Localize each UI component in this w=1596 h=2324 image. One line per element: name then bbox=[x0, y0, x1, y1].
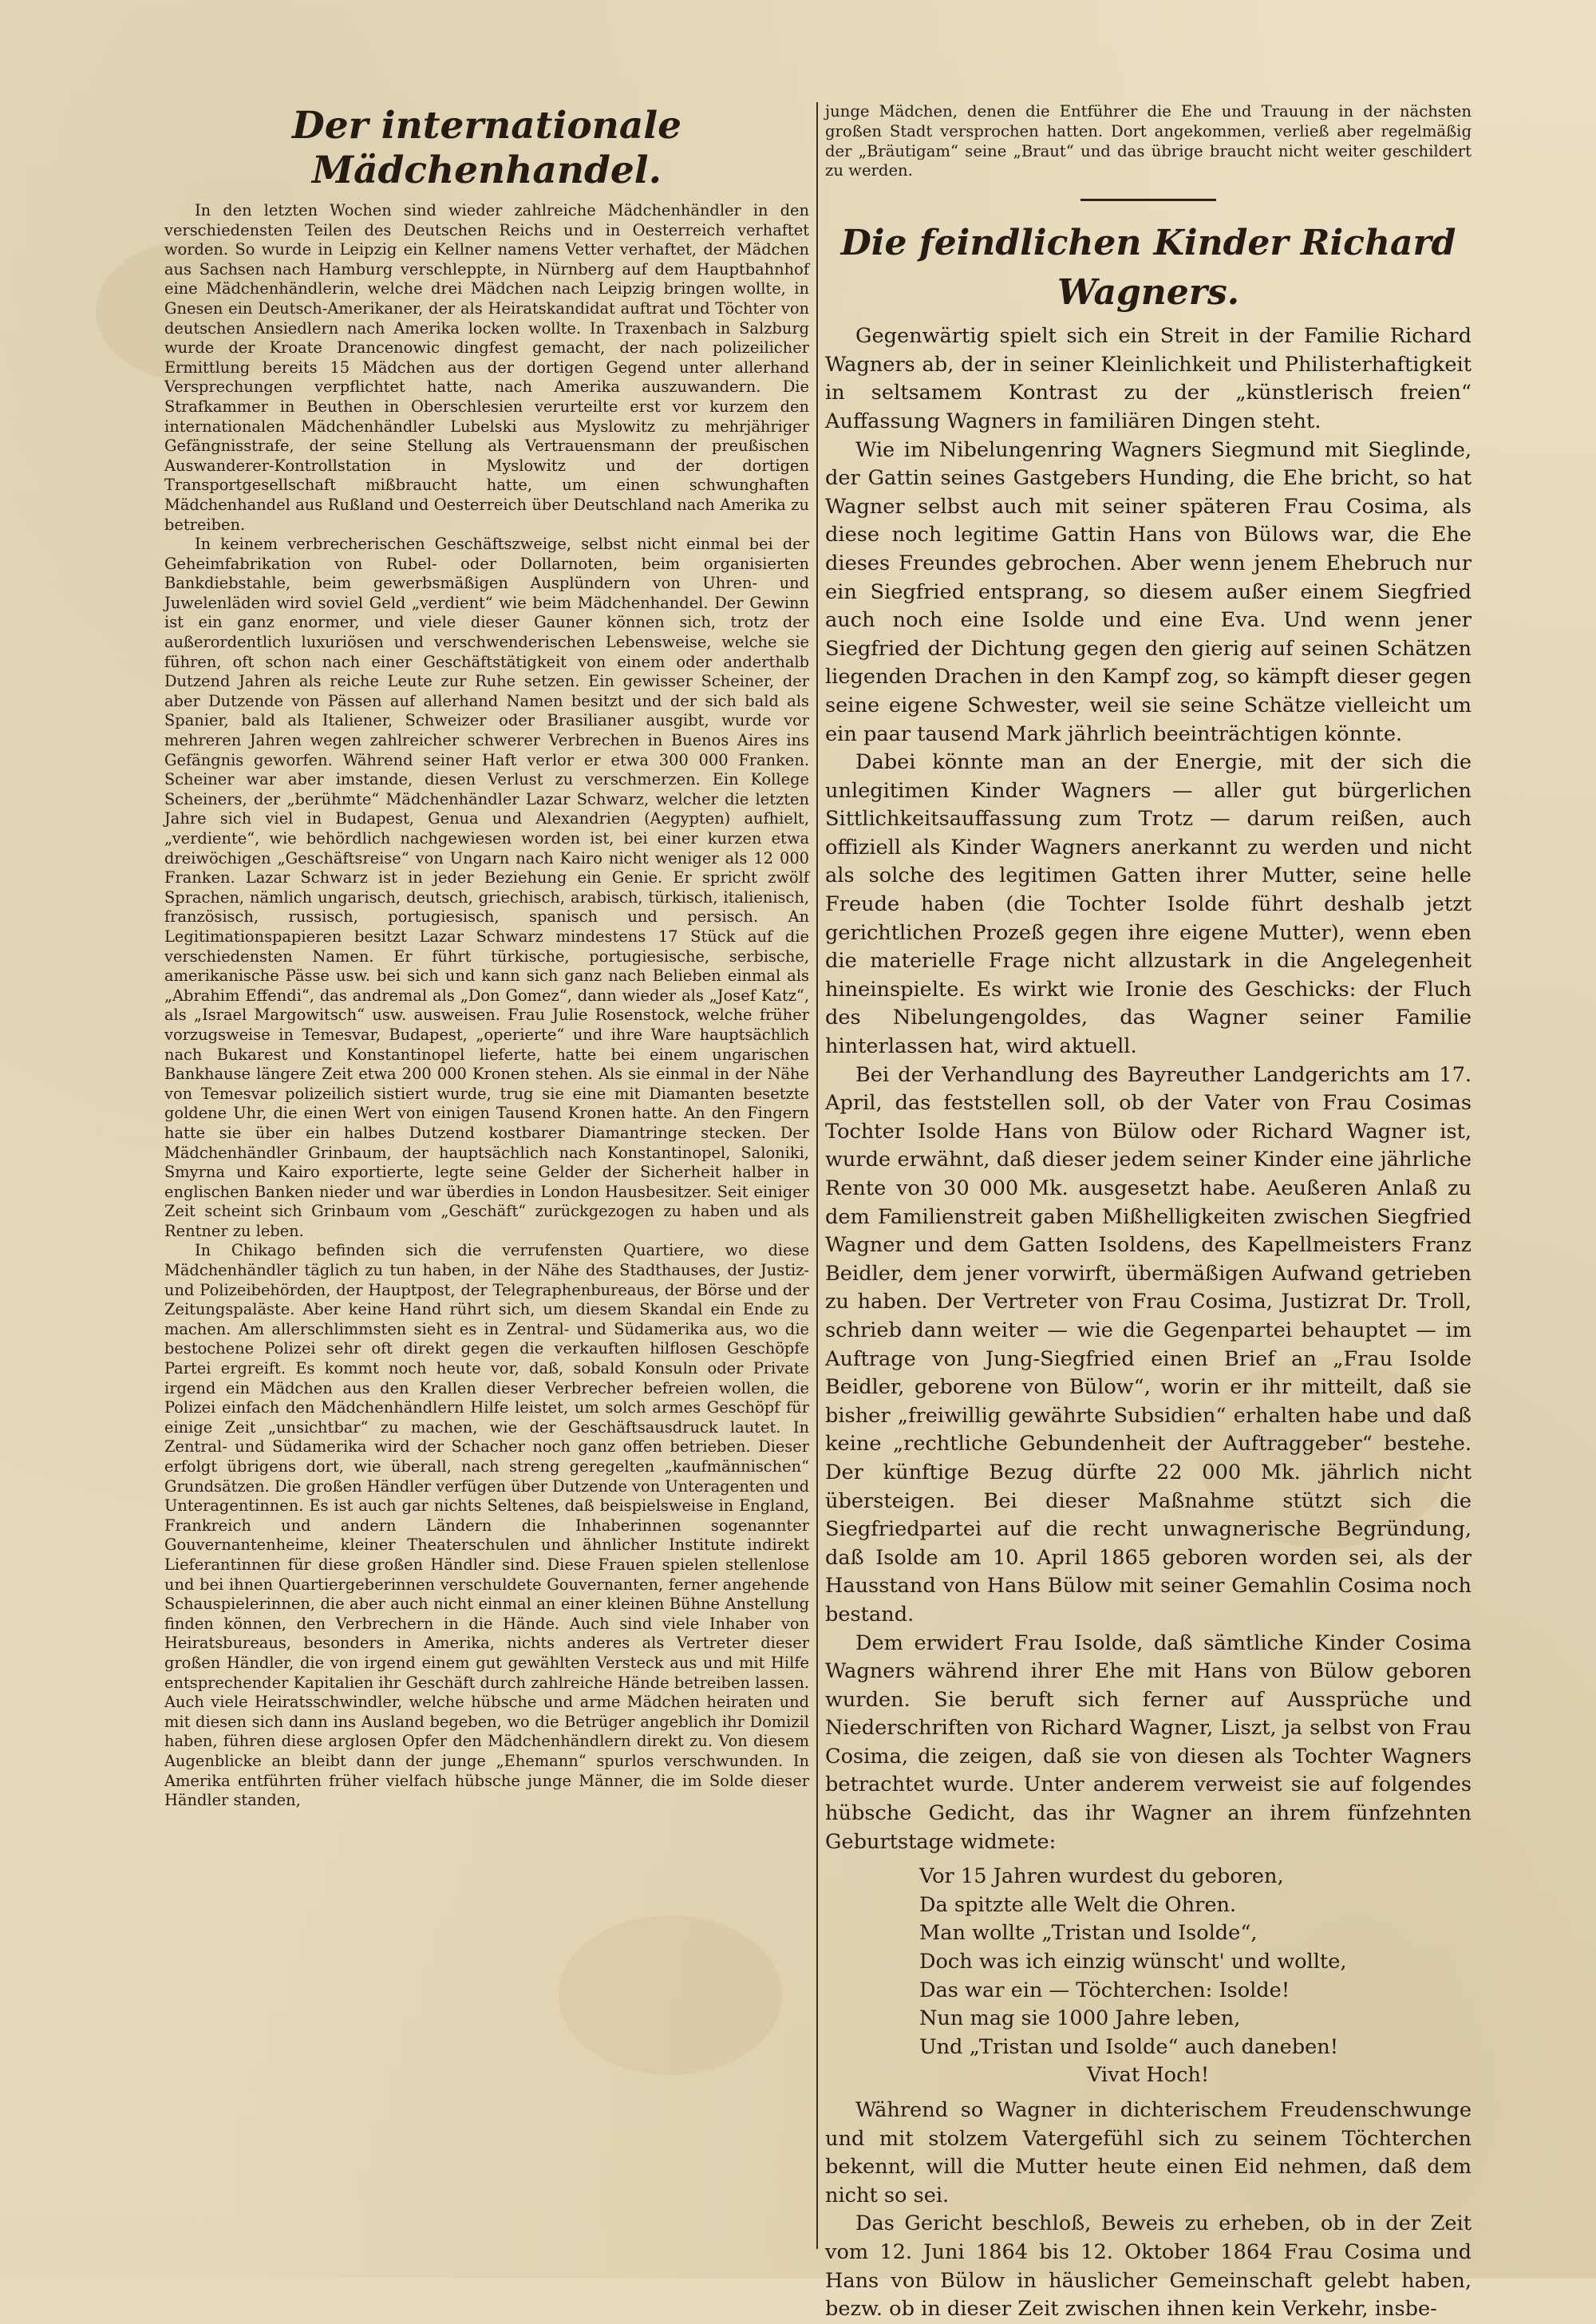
poem bbox=[919, 1863, 1472, 2090]
article-paragraph: Während so Wagner in dichterischem Freudenschwunge und mit stolzem Vatergefühl sich zu seinem Töchterchen bekennt, will die Mutter heute einen Eid nehmen, daß dem nicht so sei. bbox=[825, 2098, 1472, 2207]
article-paragraph: In Chikago befinden sich die verrufensten Quartiere, wo diese Mädchenhändler täglich zu tun haben, in der Nähe des Stadthauses, der Justiz- und Polizeibehörden, der Hauptpost, der Telegraphenbureaus, der Börse und der Zeitungspaläste. Aber keine Hand rührt sich, um diesem Skandal ein Ende zu machen. Am allerschlimmsten sieht es in Zentral- und Südamerika aus, wo die bestochene Polizei sehr oft direkt gegen die verkauften hilflosen Geschöpfe Partei ergreift. Es kommt noch heute vor, daß, sobald Konsuln oder Private irgend ein Mädchen aus den Krallen dieser Verbrecher befreien wollen, die Polizei einfach den Mädchenhändlern Hilfe leistet, um solch armes Geschöpf für einige Zeit „unsichtbar“ zu machen, wie der Geschäftsausdruck lautet. In Zentral- und Südamerika wird der Schacher noch ganz offen betrieben. Dieser erfolgt übrigens dort, wie überall, nach streng geregelten „kaufmännischen“ Grundsätzen. Die großen Händler verfügen über Dutzende von Unteragenten und Unteragentinnen. Es ist auch gar nichts Seltenes, daß beispielsweise in England, Frankreich und andern Ländern die Inhaberinnen sogenannter Gouvernantenheime, kleiner Theaterschulen und ähnlicher Institute indirekt Lieferantinnen für diese großen Händler sind. Diese Frauen spielen stellenlose und bei ihnen Quartiergeberinnen verschuldete Gouvernanten, ferner angehende Schauspielerinnen, die aber auch nicht einmal an einer kleinen Bühne Anstellung finden können, den Verbrechern in die Hände. Auch sind viele Inhaber von Heiratsbureaus, besonders in Amerika, nichts anderes als Vertreter dieser großen Händler, die von irgend einem gut gewählten Versteck aus und mit Hilfe entsprechender Kapitalien ihr Geschäft durch zahlreiche Hände betreiben lassen. Auch viele Heiratsschwindler, welche hübsche und arme Mädchen heiraten und mit diesen sich dann ins Ausland begeben, wo die Betrüger angeblich ihr Domizil haben, führen diese arglosen Opfer den Mädchenhändlern direkt zu. Von diesem Augenblicke an bleibt dann der junge „Ehemann“ spurlos verschwunden. In Amerika entführten früher vielfach hübsche junge Männer, die im Solde dieser Händler standen, bbox=[164, 1241, 809, 1810]
article-continuation: junge Mädchen, denen die Entführer die Ehe und Trauung in der nächsten großen Stadt versprochen hatten. Dort angekommen, verließ aber regelmäßig der „Bräutigam“ seine „Braut“ und das übrige braucht nicht weiter geschildert zu werden. bbox=[825, 102, 1472, 180]
article-title-maedchenhandel: Der internationale Mädchenhandel. bbox=[291, 104, 682, 192]
article-paragraph: Wie im Nibelungenring Wagners Siegmund mit Sieglinde, der Gattin seines Gastgebers Hunding, die Ehe bricht, so hat Wagner selbst auch mit seiner späteren Frau Cosima, als diese noch legitime Gattin Hans von Bülows war, die Ehe dieses Freundes gebrochen. Aber wenn jenem Ehebruch nur ein Siegfried entsprang, so diesem außer einem Siegfried auch noch eine Isolde und eine Eva. Und wenn jener Siegfried der Dichtung gegen den gierig auf seinen Schätzen liegenden Drachen in den Kampf zog, so kämpft dieser gegen seine eigene Schwester, weil sie seine Schätze vielleicht um ein paar tausend Mark jährlich beeinträchtigen könnte. bbox=[825, 437, 1472, 746]
poem-line: Das war ein — Töchterchen: Isolde! bbox=[919, 1978, 1290, 2002]
article-title-wagner: Die feindlichen Kinder Richard Wagners. bbox=[840, 223, 1456, 314]
article-paragraph: Dem erwidert Frau Isolde, daß sämtliche Kinder Cosima Wagners während ihrer Ehe mit Hans von Bülow geboren wurden. Sie beruft sich ferner auf Aussprüche und Niederschriften von Richard Wagner, Liszt, ja selbst von Frau Cosima, die zeigen, daß sie von diesen als Tochter Wagners betrachtet wurde. Unter anderem verweist sie auf folgendes hübsche Gedicht, das ihr Wagner an ihrem fünfzehnten Geburtstage widmete: bbox=[825, 1630, 1472, 1854]
article-paragraph: In den letzten Wochen sind wieder zahlreiche Mädchenhändler in den verschiedensten Teilen des Deutschen Reichs und in Oesterreich verhaftet worden. So wurde in Leipzig ein Kellner namens Vetter verhaftet, der Mädchen aus Sachsen nach Hamburg verschleppte, in Nürnberg auf dem Hauptbahnhof eine Mädchenhändlerin, welche drei Mädchen nach Leipzig bringen wollte, in Gnesen ein Deutsch-Amerikaner, der als Heiratskandidat auftrat und Töchter von deutschen Ansiedlern nach Amerika locken wollte. In Traxenbach in Salzburg wurde der Kroate Drancenowic dingfest gemacht, der nach polizeilicher Ermittlung bereits 15 Mädchen aus der dortigen Gegend unter allerhand Versprechungen verpflichtet hatte, nach Amerika auszuwandern. Die Strafkammer in Beuthen in Oberschlesien verurteilte erst vor kurzem den internationalen Mädchenhändler Lubelski aus Myslowitz zu mehrjähriger Gefängnisstrafe, der seine Stellung als Vertrauensmann der preußischen Auswanderer-Kontrollstation in Myslowitz und der dortigen Transportgesellschaft mißbraucht hatte, um einen schwunghaften Mädchenhandel aus Rußland und Oesterreich über Deutschland nach Amerika zu betreiben. bbox=[164, 201, 809, 534]
left-column bbox=[164, 102, 809, 1811]
poem-line: Man wollte „Tristan und Isolde“, bbox=[919, 1921, 1258, 1946]
poem-line: Vivat Hoch! bbox=[1087, 2063, 1210, 2088]
right-column bbox=[825, 102, 1472, 2324]
article-paragraph: Bei der Verhandlung des Bayreuther Landgerichts am 17. April, das feststellen soll, ob der Vater von Frau Cosimas Tochter Isolde Hans von Bülow oder Richard Wagner ist, wurde erwähnt, daß dieser jedem seiner Kinder eine jährliche Rente von 30 000 Mk. ausgesetzt habe. Aeußeren Anlaß zu dem Familienstreit gaben Mißhelligkeiten zwischen Siegfried Wagner und dem Gatten Isoldens, des Kapellmeisters Franz Beidler, dem jener vorwirft, übermäßigen Aufwand getrieben zu haben. Der Vertreter von Frau Cosima, Justizrat Dr. Troll, schrieb dann weiter — wie die Gegenpartei behauptet — im Auftrage von Jung-Siegfried einen Brief an „Frau Isolde Beidler, geborene von Bülow“, worin er ihr mitteilt, daß sie bisher „freiwillig gewährte Subsidien“ erhalten habe und daß keine „rechtliche Gebundenheit der Auftraggeber“ bestehe. Der künftige Bezug dürfte 22 000 Mk. jährlich nicht übersteigen. Bei dieser Maßnahme stützt sich die Siegfriedpartei auf die recht unwagnerische Begründung, daß Isolde am 10. April 1865 geboren worden sei, als der Hausstand von Hans Bülow mit seiner Gemahlin Cosima noch bestand. bbox=[825, 1062, 1472, 1626]
poem-line: Vor 15 Jahren wurdest du geboren, bbox=[919, 1864, 1284, 1889]
column-divider bbox=[816, 102, 818, 2249]
poem-line: Nun mag sie 1000 Jahre leben, bbox=[919, 2006, 1241, 2031]
poem-line: Da spitzte alle Welt die Ohren. bbox=[919, 1892, 1237, 1917]
article-paragraph: Gegenwärtig spielt sich ein Streit in der Familie Richard Wagners ab, der in seiner Kleinlichkeit und Philisterhaftigkeit in seltsamem Kontrast zu der „künstlerisch freien“ Auffassung Wagners in familiären Dingen steht. bbox=[825, 324, 1472, 433]
article-paragraph: Das Gericht beschloß, Beweis zu erheben, ob in der Zeit vom 12. Juni 1864 bis 12. Oktober 1864 Frau Cosima und Hans von Bülow in häuslicher Gemeinschaft gelebt haben, bezw. ob in dieser Zeit zwischen ihnen kein Verkehr, insbe- bbox=[825, 2211, 1472, 2322]
article-paragraph: Dabei könnte man an der Energie, mit der sich die unlegitimen Kinder Wagners — aller gut bürgerlichen Sittlichkeitsauffassung zum Trotz — darum reißen, auch offiziell als Kinder Wagners anerkannt zu werden und nicht als solche des legitimen Gatten ihrer Mutter, seine helle Freude haben (die Tochter Isolde führt deshalb jetzt gerichtlichen Prozeß gegen ihre eigene Mutter), wenn eben die materielle Frage nicht allzustark in die Angelegenheit hineinspielte. Es wirkt wie Ironie des Geschicks: der Fluch des Nibelungengoldes, das Wagner seiner Familie hinterlassen hat, wird aktuell. bbox=[825, 750, 1472, 1059]
poem-line: Und „Tristan und Isolde“ auch daneben! bbox=[919, 2034, 1339, 2059]
paper-stain bbox=[559, 1915, 782, 2075]
article-separator bbox=[1080, 199, 1216, 201]
poem-line: Doch was ich einzig wünscht' und wollte, bbox=[919, 1950, 1347, 1974]
article-paragraph: In keinem verbrecherischen Geschäftszweige, selbst nicht einmal bei der Geheimfabrikation von Rubel- oder Dollarnoten, beim organisierten Bankdiebstahle, beim gewerbsmäßigen Ausplündern von Uhren- und Juwelenläden wird soviel Geld „verdient“ wie beim Mädchenhandel. Der Gewinn ist ein ganz enormer, und viele dieser Gauner können sich, trotz der außerordentlich luxuriösen und verschwenderischen Lebensweise, welche sie führen, oft schon nach einer Geschäftstätigkeit von einem oder anderthalb Dutzend Jahren als reiche Leute zur Ruhe setzen. Ein gewisser Scheiner, der aber Dutzende von Pässen auf allerhand Namen besitzt und der sich bald als Spanier, bald als Italiener, Schweizer oder Brasilianer ausgibt, wurde vor mehreren Jahren wegen zahlreicher schwerer Verbrechen in Buenos Aires ins Gefängnis geworfen. Während seiner Haft verlor er etwa 300 000 Franken. Scheiner war aber imstande, diesen Verlust zu verschmerzen. Ein Kollege Scheiners, der „berühmte“ Mädchenhändler Lazar Schwarz, welcher die letzten Jahre sich viel in Budapest, Genua und Alexandrien (Aegypten) aufhielt, „verdiente“, wie behördlich nachgewiesen worden ist, bei einer kurzen etwa dreiwöchigen „Geschäftsreise“ von Ungarn nach Kairo nicht weniger als 12 000 Franken. Lazar Schwarz ist in jeder Beziehung ein Genie. Er spricht zwölf Sprachen, nämlich ungarisch, deutsch, griechisch, arabisch, türkisch, italienisch, französisch, russisch, portugiesisch, spanisch und persisch. An Legitimationspapieren besitzt Lazar Schwarz mindestens 17 Stück auf die verschiedensten Namen. Er führt türkische, portugiesische, serbische, amerikanische Pässe usw. bei sich und kann sich ganz nach Belieben einmal als „Abrahim Effendi“, das andremal als „Don Gomez“, dann wieder als „Josef Katz“, als „Israel Margowitsch“ usw. ausweisen. Frau Julie Rosenstock, welche früher vorzugsweise in Temesvar, Budapest, „operierte“ und ihre Ware hauptsächlich nach Bukarest und Konstantinopel lieferte, hatte bei einem ungarischen Bankhause längere Zeit etwa 200 000 Kronen stehen. Als sie einmal in der Nähe von Temesvar polizeilich sistiert wurde, trug sie eine mit Diamanten besetzte goldene Uhr, die einen Wert von einigen Tausend Kronen hatte. An den Fingern hatte sie über ein halbes Dutzend kostbarer Diamantringe stecken. Der Mädchenhändler Grinbaum, der hauptsächlich nach Konstantinopel, Saloniki, Smyrna und Kairo exportierte, legte seine Gelder der Sicherheit halber in englischen Banken nieder und war überdies in London Hausbesitzer. Seit einiger Zeit scheint sich Grinbaum vom „Geschäft“ zurückgezogen zu haben und als Rentner zu leben. bbox=[164, 535, 809, 1240]
